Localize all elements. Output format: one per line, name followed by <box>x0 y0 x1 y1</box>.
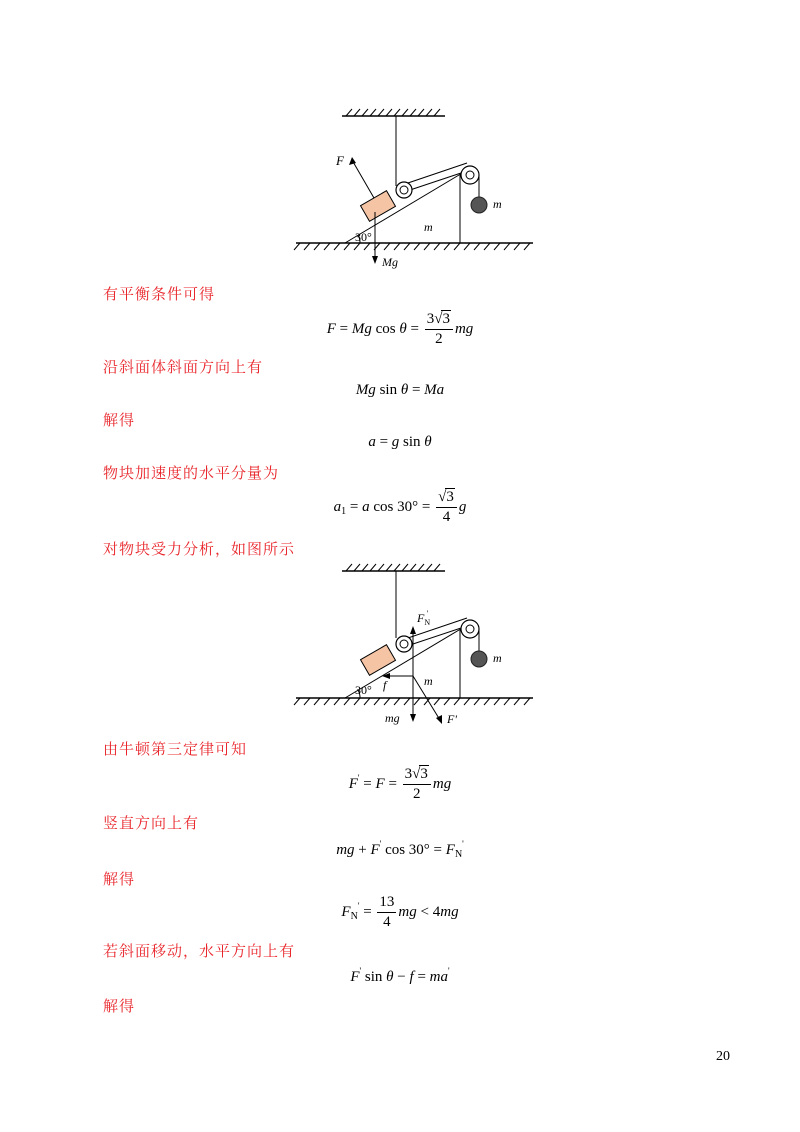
text-line-9: 若斜面移动，水平方向上有 <box>103 942 296 960</box>
text-line-4: 物块加速度的水平分量为 <box>103 464 280 482</box>
fig1-Mg-label: Mg <box>382 255 398 269</box>
page-number: 20 <box>716 1049 730 1064</box>
fig2-angle-label: 30° <box>355 683 372 697</box>
equation-5: F' = F = $\frac{3√3}{2}$ mg <box>348 766 452 802</box>
text-line-5: 对物块受力分析，如图所示 <box>103 540 296 558</box>
fig2-ball-m-label: m <box>493 651 502 665</box>
fig1-F-label: F <box>336 153 344 168</box>
text-line-8: 解得 <box>103 870 136 888</box>
fig2-mg-label: mg <box>385 711 400 725</box>
equation-1: F = Mg cos θ = $\frac{3√3}{2}$ mg <box>326 311 474 347</box>
figure-1-diagram <box>0 95 800 275</box>
equation-3: a = g sin θ <box>368 434 432 450</box>
equation-4: $a_1 = a$ cos 30° = $\frac{√3}{4}$ g <box>333 489 467 525</box>
text-line-2: 沿斜面体斜面方向上有 <box>103 358 264 376</box>
fig2-FN-label: $F_N'$ <box>417 609 431 627</box>
fig1-angle-label: 30° <box>355 230 372 244</box>
fig2-m-label: m <box>424 674 433 688</box>
text-line-1: 有平衡条件可得 <box>103 285 216 303</box>
equation-2: Mg sin θ = Ma <box>355 382 445 398</box>
figure-2-diagram <box>0 560 800 735</box>
text-line-7: 竖直方向上有 <box>103 814 200 832</box>
equation-7: $F_N'$ = $\frac{13}{4}$ mg < 4mg <box>341 894 459 930</box>
equation-6: mg + F' $\cos 30^\circ = F_N'$ <box>336 839 464 860</box>
fig1-ball-m-label: m <box>493 197 502 211</box>
text-line-3: 解得 <box>103 411 136 429</box>
fig2-f-label: f <box>383 678 387 692</box>
text-line-6: 由牛顿第三定律可知 <box>103 740 248 758</box>
fig1-m-label: m <box>424 220 433 234</box>
equation-8: F' sin θ − f = ma' <box>350 966 450 985</box>
text-line-10: 解得 <box>103 997 136 1015</box>
fig2-Fprime-label: F' <box>447 712 457 726</box>
